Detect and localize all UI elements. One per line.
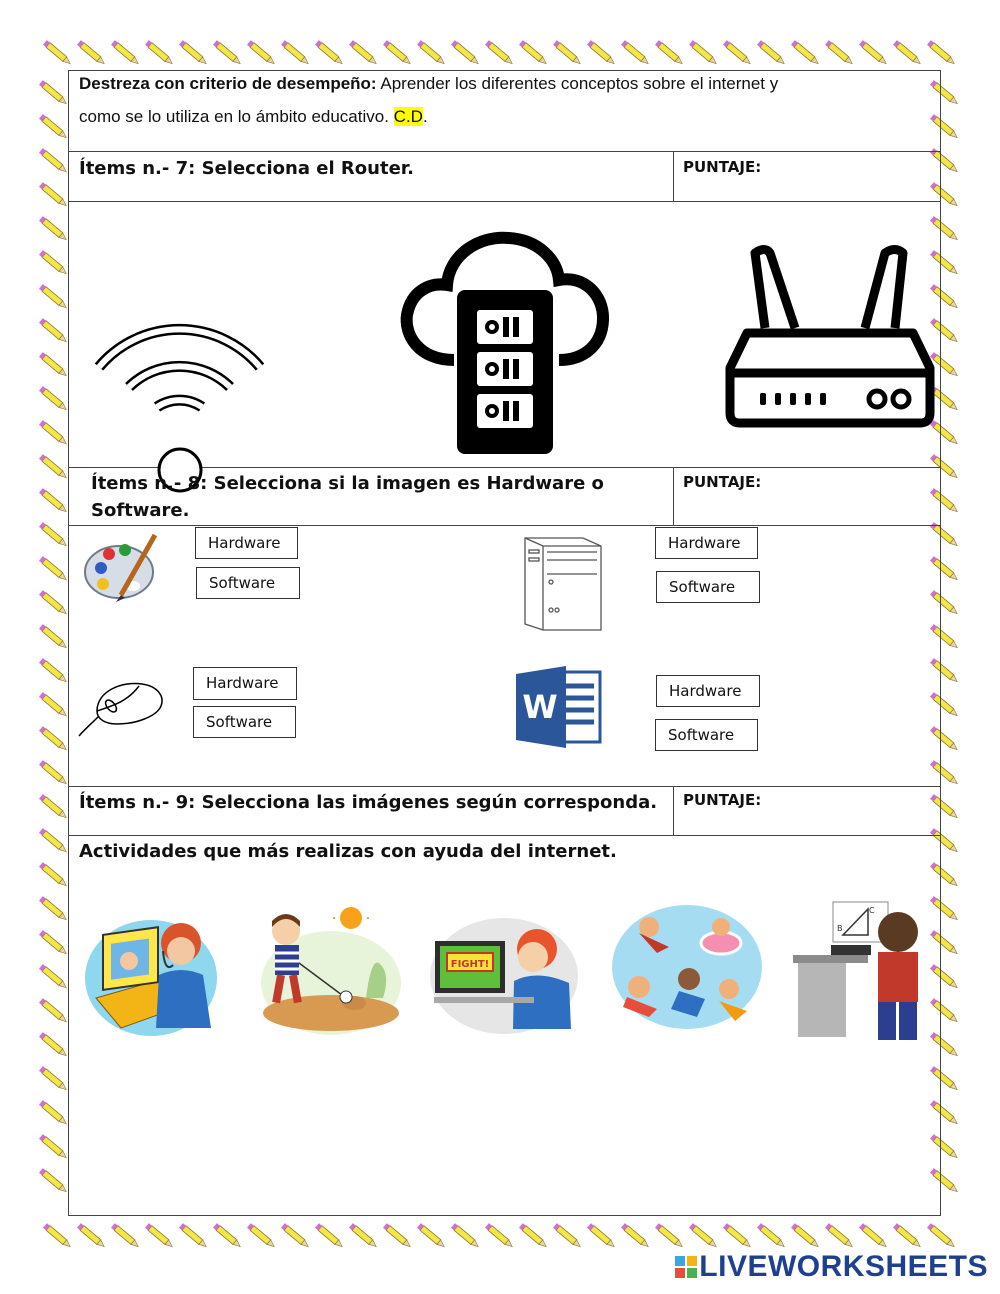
- pencil-decoration: [43, 1223, 72, 1249]
- item8-title-a: Ítems n.- 8: Selecciona si la imagen es Hardware o: [91, 473, 604, 494]
- competency-line-1: [79, 74, 778, 94]
- pencil-decoration: [39, 1032, 68, 1058]
- item9-score-label: PUNTAJE:: [683, 791, 762, 809]
- pencil-decoration: [213, 1223, 242, 1249]
- pencil-decoration: [247, 40, 276, 66]
- pencil-decoration: [655, 40, 684, 66]
- pencil-decoration: [689, 1223, 718, 1249]
- pencil-decoration: [723, 40, 752, 66]
- paint-software-option[interactable]: Software: [196, 567, 300, 599]
- pencil-decoration: [111, 1223, 140, 1249]
- pc-tower-icon: [521, 530, 605, 632]
- item7-score-label: PUNTAJE:: [683, 158, 762, 176]
- pencil-decoration: [39, 250, 68, 276]
- pencil-decoration: [39, 148, 68, 174]
- word-hardware-option[interactable]: Hardware: [656, 675, 760, 707]
- pencil-decoration: [383, 1223, 412, 1249]
- pencil-decoration: [689, 40, 718, 66]
- pencil-decoration: [825, 40, 854, 66]
- wifi-icon[interactable]: [87, 262, 272, 432]
- pencil-decoration: [39, 1168, 68, 1194]
- pencil-decoration: [39, 386, 68, 412]
- competency-label: Destreza con criterio de desempeño:: [79, 74, 377, 93]
- pencil-decoration: [791, 1223, 820, 1249]
- pencil-decoration: [315, 1223, 344, 1249]
- pencil-decoration: [247, 1223, 276, 1249]
- pencil-decoration: [893, 40, 922, 66]
- pencil-decoration: [451, 1223, 480, 1249]
- word-letter: W: [522, 688, 558, 726]
- pencil-decoration: [485, 1223, 514, 1249]
- pencil-decoration: [39, 556, 68, 582]
- pencil-decoration: [39, 692, 68, 718]
- item8-content-row: [69, 526, 940, 787]
- pencil-decoration: [315, 40, 344, 66]
- pencil-decoration: [39, 658, 68, 684]
- pencil-decoration: [39, 522, 68, 548]
- item7-title: Ítems n.- 7: Selecciona el Router.: [79, 158, 414, 179]
- pencil-decoration: [39, 420, 68, 446]
- pencil-decoration: [77, 1223, 106, 1249]
- pencil-decoration: [927, 1223, 956, 1249]
- pencil-decoration: [213, 40, 242, 66]
- pencil-decoration: [39, 454, 68, 480]
- item8-title-row: [69, 468, 940, 526]
- pencil-decoration: [655, 1223, 684, 1249]
- pencil-decoration: [417, 40, 446, 66]
- pencil-decoration: [39, 1066, 68, 1092]
- pencil-decoration: [39, 216, 68, 242]
- competency-line-2: [79, 107, 428, 127]
- pencil-decoration: [281, 40, 310, 66]
- word-icon: [514, 666, 604, 748]
- paint-palette-icon: [83, 530, 163, 605]
- pencil-decoration: [485, 40, 514, 66]
- item9-subtitle: Actividades que más realizas con ayuda del internet.: [79, 841, 617, 862]
- competency-period: .: [422, 107, 428, 126]
- pencil-decoration: [417, 1223, 446, 1249]
- tower-software-option[interactable]: Software: [656, 571, 760, 603]
- cd-highlight: C.D: [393, 107, 423, 126]
- tower-hardware-option[interactable]: Hardware: [655, 527, 758, 559]
- pencil-decoration: [39, 930, 68, 956]
- pencil-decoration: [39, 352, 68, 378]
- pencil-decoration: [39, 284, 68, 310]
- pencil-decoration: [145, 1223, 174, 1249]
- item8-score-label: PUNTAJE:: [683, 473, 762, 491]
- pencil-decoration: [893, 1223, 922, 1249]
- pencil-decoration: [723, 1223, 752, 1249]
- pencil-decoration: [39, 828, 68, 854]
- pencil-decoration: [111, 40, 140, 66]
- pencil-decoration: [621, 1223, 650, 1249]
- swimming-activity-image[interactable]: [609, 897, 764, 1035]
- pencil-decoration: [587, 1223, 616, 1249]
- pencil-decoration: [39, 964, 68, 990]
- pencil-decoration: [587, 40, 616, 66]
- pencil-decoration: [349, 40, 378, 66]
- pencil-decoration: [281, 1223, 310, 1249]
- video-call-activity-image[interactable]: [81, 903, 221, 1038]
- pencil-decoration: [553, 40, 582, 66]
- pencil-decoration: [43, 40, 72, 66]
- item9-title: Ítems n.- 9: Selecciona las imágenes según corresponda.: [79, 792, 658, 813]
- brand-text: LIVEWORKSHEETS: [699, 1250, 988, 1283]
- pencil-decoration: [791, 40, 820, 66]
- pencil-decoration: [39, 794, 68, 820]
- brand-icon: [675, 1256, 697, 1278]
- competency-text-b: como se lo utiliza en lo ámbito educativo.: [79, 107, 394, 126]
- pencil-decoration: [145, 40, 174, 66]
- competency-text-a: Aprender los diferentes conceptos sobre el internet y: [376, 74, 779, 93]
- game-screen-text: FIGHT!: [450, 959, 490, 970]
- pencil-decoration: [39, 182, 68, 208]
- cloud-server-icon[interactable]: [399, 230, 611, 456]
- item7-title-row: [69, 152, 940, 202]
- pencil-decoration: [39, 760, 68, 786]
- svg-text:C: C: [869, 906, 875, 915]
- pencil-decoration: [859, 1223, 888, 1249]
- pencil-decoration: [553, 1223, 582, 1249]
- divider: [673, 468, 674, 525]
- pencil-decoration: [39, 80, 68, 106]
- pencil-decoration: [39, 114, 68, 140]
- divider: [673, 787, 674, 835]
- pencil-decoration: [451, 40, 480, 66]
- brand-logo: [675, 1250, 988, 1284]
- pencil-decoration: [39, 998, 68, 1024]
- pencil-decoration: [519, 1223, 548, 1249]
- pencil-decoration: [39, 590, 68, 616]
- pencil-decoration: [927, 40, 956, 66]
- pencil-decoration: [757, 1223, 786, 1249]
- paint-hardware-option[interactable]: Hardware: [195, 527, 298, 559]
- studying-computer-activity-image[interactable]: [793, 897, 923, 1042]
- video-game-activity-image[interactable]: [429, 911, 579, 1036]
- svg-text:B: B: [837, 924, 843, 933]
- word-software-option[interactable]: Software: [655, 719, 758, 751]
- worksheet: [68, 70, 941, 1216]
- pencil-decoration: [179, 40, 208, 66]
- router-icon[interactable]: [725, 238, 935, 438]
- pencil-decoration: [39, 1134, 68, 1160]
- pencil-decoration: [77, 40, 106, 66]
- item7-images-row: [69, 202, 940, 468]
- item8-title-b: Software.: [91, 500, 190, 521]
- pencil-decoration: [349, 1223, 378, 1249]
- pencil-decoration: [519, 40, 548, 66]
- pencil-decoration: [39, 862, 68, 888]
- walking-dog-activity-image[interactable]: [251, 903, 401, 1038]
- item9-title-row: [69, 787, 940, 836]
- pencil-decoration: [825, 1223, 854, 1249]
- pencil-decoration: [621, 40, 650, 66]
- pencil-decoration: [859, 40, 888, 66]
- pencil-decoration: [39, 1100, 68, 1126]
- pencil-decoration: [179, 1223, 208, 1249]
- competency-row: [69, 71, 940, 152]
- pencil-decoration: [39, 488, 68, 514]
- pencil-decoration: [39, 624, 68, 650]
- pencil-decoration: [39, 726, 68, 752]
- mouse-software-option[interactable]: Software: [193, 706, 296, 738]
- divider: [673, 152, 674, 201]
- mouse-hardware-option[interactable]: Hardware: [193, 667, 297, 700]
- pencil-decoration: [39, 318, 68, 344]
- mouse-icon: [77, 676, 167, 741]
- pencil-decoration: [383, 40, 412, 66]
- pencil-decoration: [39, 896, 68, 922]
- pencil-decoration: [757, 40, 786, 66]
